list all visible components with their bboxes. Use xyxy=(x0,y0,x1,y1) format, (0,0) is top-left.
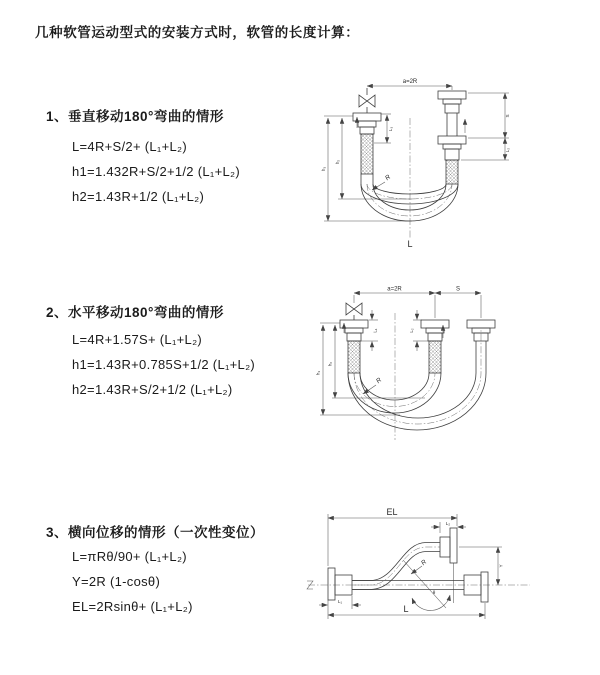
middle-flange-fitting xyxy=(421,320,449,328)
length-label: L xyxy=(407,239,413,249)
section-1-formula-h2: h2=1.43R+1/2 (L₁+L₂) xyxy=(72,189,205,204)
dim-label-l1: L₁ xyxy=(388,126,393,132)
radius-label: R xyxy=(384,173,393,183)
dim-label-h1: h₁ xyxy=(315,370,321,376)
section-3-formula-y: Y=2R (1-cosθ) xyxy=(72,574,161,589)
diagram-vertical-180-bend xyxy=(300,66,590,258)
dim-label-s: S xyxy=(455,286,461,293)
valve-icon xyxy=(346,303,362,315)
angle-label: θ xyxy=(432,590,436,595)
dim-label-h1: h₁ xyxy=(321,166,326,172)
section-2-formula-h2: h2=1.43R+S/2+1/2 (L₁+L₂) xyxy=(72,382,233,397)
right-flange-initial-position xyxy=(481,572,488,602)
section-3-formula-el: EL=2Rsinθ+ (L₁+L₂) xyxy=(72,599,193,614)
dim-label-h2: h₂ xyxy=(335,159,340,165)
dim-label-l2: L₂ xyxy=(505,147,510,153)
left-flange xyxy=(328,568,335,600)
dim-label-l: L xyxy=(403,604,409,614)
dim-label-l1: L₁ xyxy=(337,599,343,604)
section-2-formula-l: L=4R+1.57S+ (L₁+L₂) xyxy=(72,332,203,347)
diagram-lateral-displacement xyxy=(300,500,590,660)
braided-hose-section xyxy=(429,341,441,373)
upper-flange-displaced-position xyxy=(450,528,457,563)
braided-hose-section xyxy=(361,134,373,174)
section-3-heading: 3、横向位移的情形（一次性变位） xyxy=(46,525,265,540)
dim-label-l2: L₂ xyxy=(409,328,414,333)
dim-label-l1: L₁ xyxy=(372,328,378,333)
dim-label-a2r: a=2R xyxy=(402,79,418,85)
diagram-horizontal-180-bend xyxy=(300,278,590,468)
page-title: 几种软管运动型式的安装方式时，软管的长度计算： xyxy=(35,25,360,40)
dim-label-l2: L₂ xyxy=(445,521,451,526)
radius-label: R xyxy=(419,558,429,568)
right-flange-fitting xyxy=(467,320,495,328)
dim-label-el: EL xyxy=(386,507,398,517)
radius-label: R xyxy=(374,376,384,386)
dim-label-h2: h₂ xyxy=(327,361,333,367)
section-3-formula-l: L=πRθ/90+ (L₁+L₂) xyxy=(72,549,187,564)
hose-bend-lower-position xyxy=(361,184,458,221)
right-upper-flange-fitting xyxy=(438,91,466,99)
braided-hose-section xyxy=(446,160,458,184)
section-2-heading: 2、水平移动180°弯曲的情形 xyxy=(46,305,224,320)
valve-icon xyxy=(359,95,375,107)
dim-label-s: S xyxy=(505,114,510,118)
hose-displaced-position xyxy=(352,543,440,581)
section-1-formula-l: L=4R+S/2+ (L₁+L₂) xyxy=(72,139,187,154)
right-lower-flange-fitting xyxy=(438,136,466,144)
section-1-heading: 1、垂直移动180°弯曲的情形 xyxy=(46,109,224,124)
section-1-formula-h1: h1=1.432R+S/2+1/2 (L₁+L₂) xyxy=(72,164,240,179)
hose-bend-moved-position xyxy=(348,341,486,430)
dim-label-y: Y xyxy=(498,564,504,568)
section-2-formula-h1: h1=1.43R+0.785S+1/2 (L₁+L₂) xyxy=(72,357,256,372)
dim-label-a2r: a=2R xyxy=(387,286,402,293)
braided-hose-section xyxy=(348,341,360,373)
